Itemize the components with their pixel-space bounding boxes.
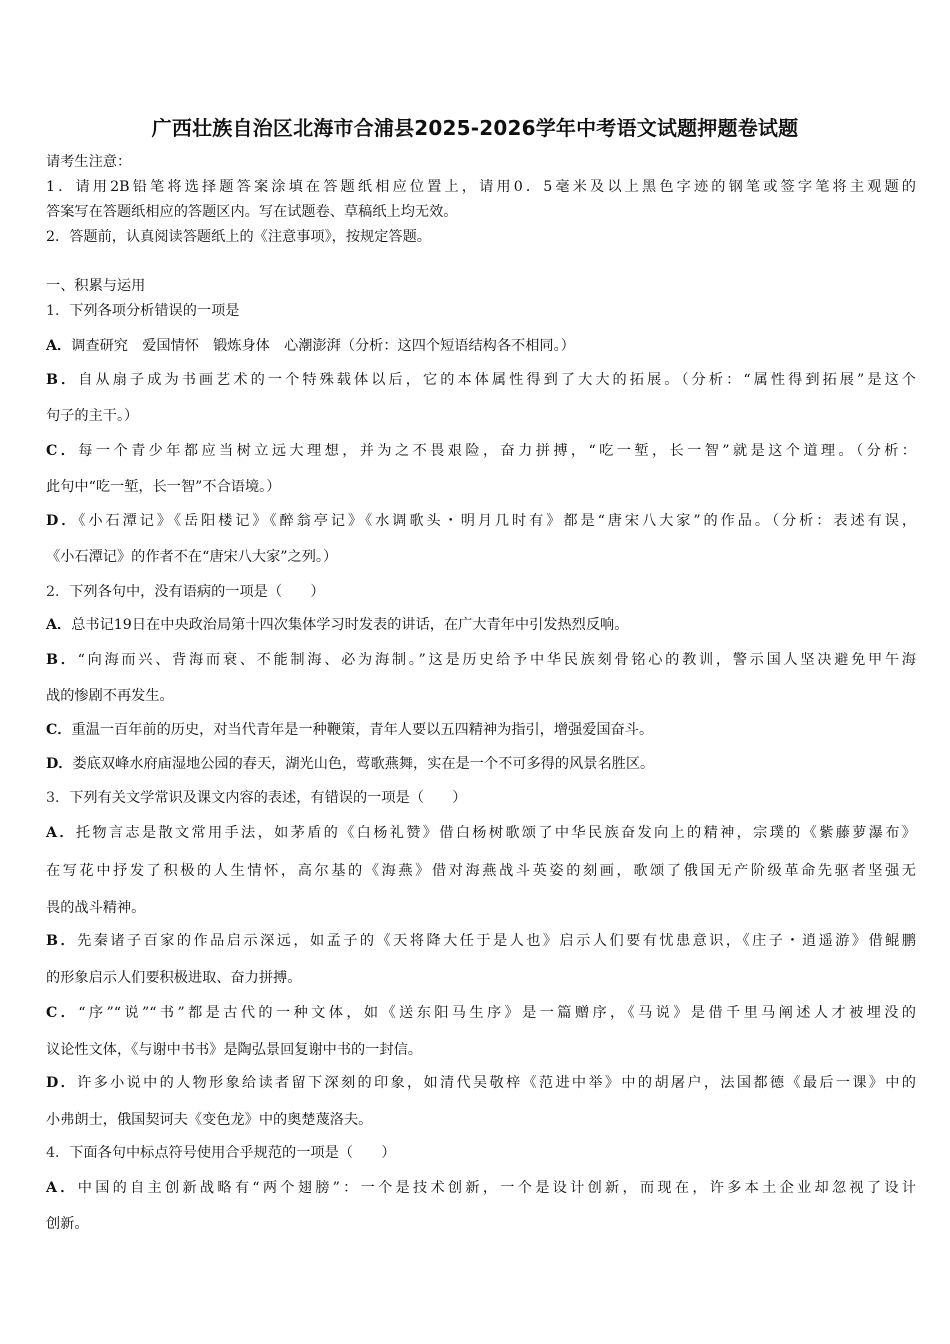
- q2-option-c: [46, 720, 916, 740]
- option-label: D．: [46, 1075, 78, 1091]
- option-text: “向海而兴、背海而衰、不能制海、必为海制。”这是历史给予中华民族刻骨铭心的教训，警示国人坚决避免甲午海: [77, 652, 916, 668]
- q1-option-a: [46, 336, 916, 356]
- option-text: 中国的自主创新战略有“两个翅膀”：一个是技术创新，一个是设计创新，而现在，许多本土企业却忽视了设计: [77, 1180, 916, 1196]
- notice-heading: 请考生注意：: [46, 154, 132, 170]
- q3-option-a-cont-2: 畏的战斗精神。: [46, 900, 146, 916]
- question-3-stem: [46, 788, 916, 808]
- question-stem-text: 下面各句中标点符号使用合乎规范的一项是（ ）: [69, 1145, 396, 1161]
- q2-option-b: [46, 650, 916, 670]
- q1-option-d: [46, 511, 916, 531]
- notice-item-1-line-1: 1．请用2B铅笔将选择题答案涂填在答题纸相应位置上，请用0．5毫米及以上黑色字迹的钢笔或签字笔将主观题的: [46, 179, 916, 195]
- option-label: A．: [46, 1180, 78, 1196]
- q3-option-b-cont: 的形象启示人们要积极进取、奋力拼搏。: [46, 970, 302, 986]
- option-text: 先秦诸子百家的作品启示深远，如孟子的《天将降大任于是人也》启示人们要有忧患意识，《庄子・逍遥游》借鲲鹏: [77, 933, 916, 949]
- question-number: 1．: [46, 303, 70, 319]
- q4-option-a-cont: 创新。: [46, 1216, 89, 1232]
- q3-option-d: [46, 1073, 916, 1093]
- q2-option-d: [46, 754, 916, 774]
- question-stem-text: 下列各项分析错误的一项是: [69, 303, 240, 319]
- question-1-stem: [46, 301, 916, 321]
- option-text: 重温一百年前的历史，对当代青年是一种鞭策，青年人要以五四精神为指引，增强爱国奋斗。: [71, 722, 654, 738]
- option-label: D．: [46, 756, 73, 772]
- option-text: 托物言志是散文常用手法，如茅盾的《白杨礼赞》借白杨树歌颂了中华民族奋发向上的精神，宗璞的《紫藤萝瀑布》: [75, 825, 916, 841]
- q3-option-a: [46, 823, 916, 843]
- option-label: C．: [46, 1005, 79, 1021]
- question-number: 2．: [46, 584, 70, 600]
- option-label: B．: [46, 933, 78, 949]
- option-text: 每一个青少年都应当树立远大理想，并为之不畏艰险，奋力拼搏，“吃一堑，长一智”就是这个道理。（分析：: [78, 443, 916, 459]
- option-label: B．: [46, 652, 78, 668]
- q2-option-a: [46, 615, 916, 635]
- notice-item-1-line-2: 答案写在答题纸相应的答题区内。写在试题卷、草稿纸上均无效。: [46, 204, 458, 220]
- option-text: 调查研究 爱国情怀 锻炼身体 心潮澎湃（分析：这四个短语结构各不相同。）: [71, 338, 575, 354]
- question-number: 4．: [46, 1145, 70, 1161]
- q3-option-c-cont: 议论性文体，《与谢中书书》是陶弘景回复谢中书的一封信。: [46, 1042, 422, 1058]
- notice-item-2: 2．答题前，认真阅读答题纸上的《注意事项》，按规定答题。: [46, 229, 431, 245]
- q3-option-b: [46, 931, 916, 951]
- question-number: 3．: [46, 790, 70, 806]
- question-stem-text: 下列各句中，没有语病的一项是（ ）: [69, 584, 325, 600]
- option-text: 总书记19日在中央政治局第十四次集体学习时发表的讲话，在广大青年中引发热烈反响。: [71, 617, 629, 633]
- q1-option-b: [46, 370, 916, 390]
- question-2-stem: [46, 582, 916, 602]
- option-text: 《小石潭记》《岳阳楼记》《醉翁亭记》《水调歌头・明月几时有》都是“唐宋八大家”的作品。（分析：表述有误，: [78, 513, 917, 529]
- q1-option-d-cont: 《小石潭记》的作者不在“唐宋八大家”之列。）: [46, 549, 338, 565]
- question-stem-text: 下列有关文学常识及课文内容的表述，有错误的一项是（ ）: [69, 790, 467, 806]
- q3-option-c: [46, 1003, 916, 1023]
- q2-option-b-cont: 战的惨剧不再发生。: [46, 688, 174, 704]
- option-label: C．: [46, 443, 79, 459]
- option-label: A．: [46, 825, 76, 841]
- option-label: C．: [46, 722, 72, 738]
- option-label: B．: [46, 372, 79, 388]
- option-label: A．: [46, 617, 72, 633]
- q1-option-b-cont: 句子的主干。）: [46, 408, 139, 424]
- q3-option-d-cont: 小弗朗士，俄国契诃夫《变色龙》中的奥楚蔑洛夫。: [46, 1112, 373, 1128]
- q1-option-c: [46, 441, 916, 461]
- option-text: 自从扇子成为书画艺术的一个特殊载体以后，它的本体属性得到了大大的拓展。（分析：“属性得到拓展”是这个: [78, 372, 916, 388]
- section-heading: 一、积累与运用: [46, 278, 146, 294]
- q3-option-a-cont-1: 在写花中抒发了积极的人生情怀，高尔基的《海燕》借对海燕战斗英姿的刻画，歌颂了俄国无产阶级革命先驱者坚强无: [46, 863, 916, 879]
- option-label: D．: [46, 513, 79, 529]
- question-4-stem: [46, 1143, 916, 1163]
- option-text: 娄底双峰水府庙湿地公园的春天，湖光山色，莺歌燕舞，实在是一个不可多得的风景名胜区。: [72, 756, 655, 772]
- exam-title: 广西壮族自治区北海市合浦县2025-2026学年中考语文试题押题卷试题: [151, 116, 799, 140]
- option-text: “序”“说”“书”都是古代的一种文体，如《送东阳马生序》是一篇赠序，《马说》是借千里马阐述人才被埋没的: [78, 1005, 916, 1021]
- option-label: A．: [46, 338, 72, 354]
- q4-option-a: [46, 1178, 916, 1198]
- option-text: 许多小说中的人物形象给读者留下深刻的印象，如清代吴敬梓《范进中举》中的胡屠户，法国都德《最后一课》中的: [77, 1075, 916, 1091]
- q1-option-c-cont: 此句中“吃一堑，长一智”不合语境。）: [46, 479, 281, 495]
